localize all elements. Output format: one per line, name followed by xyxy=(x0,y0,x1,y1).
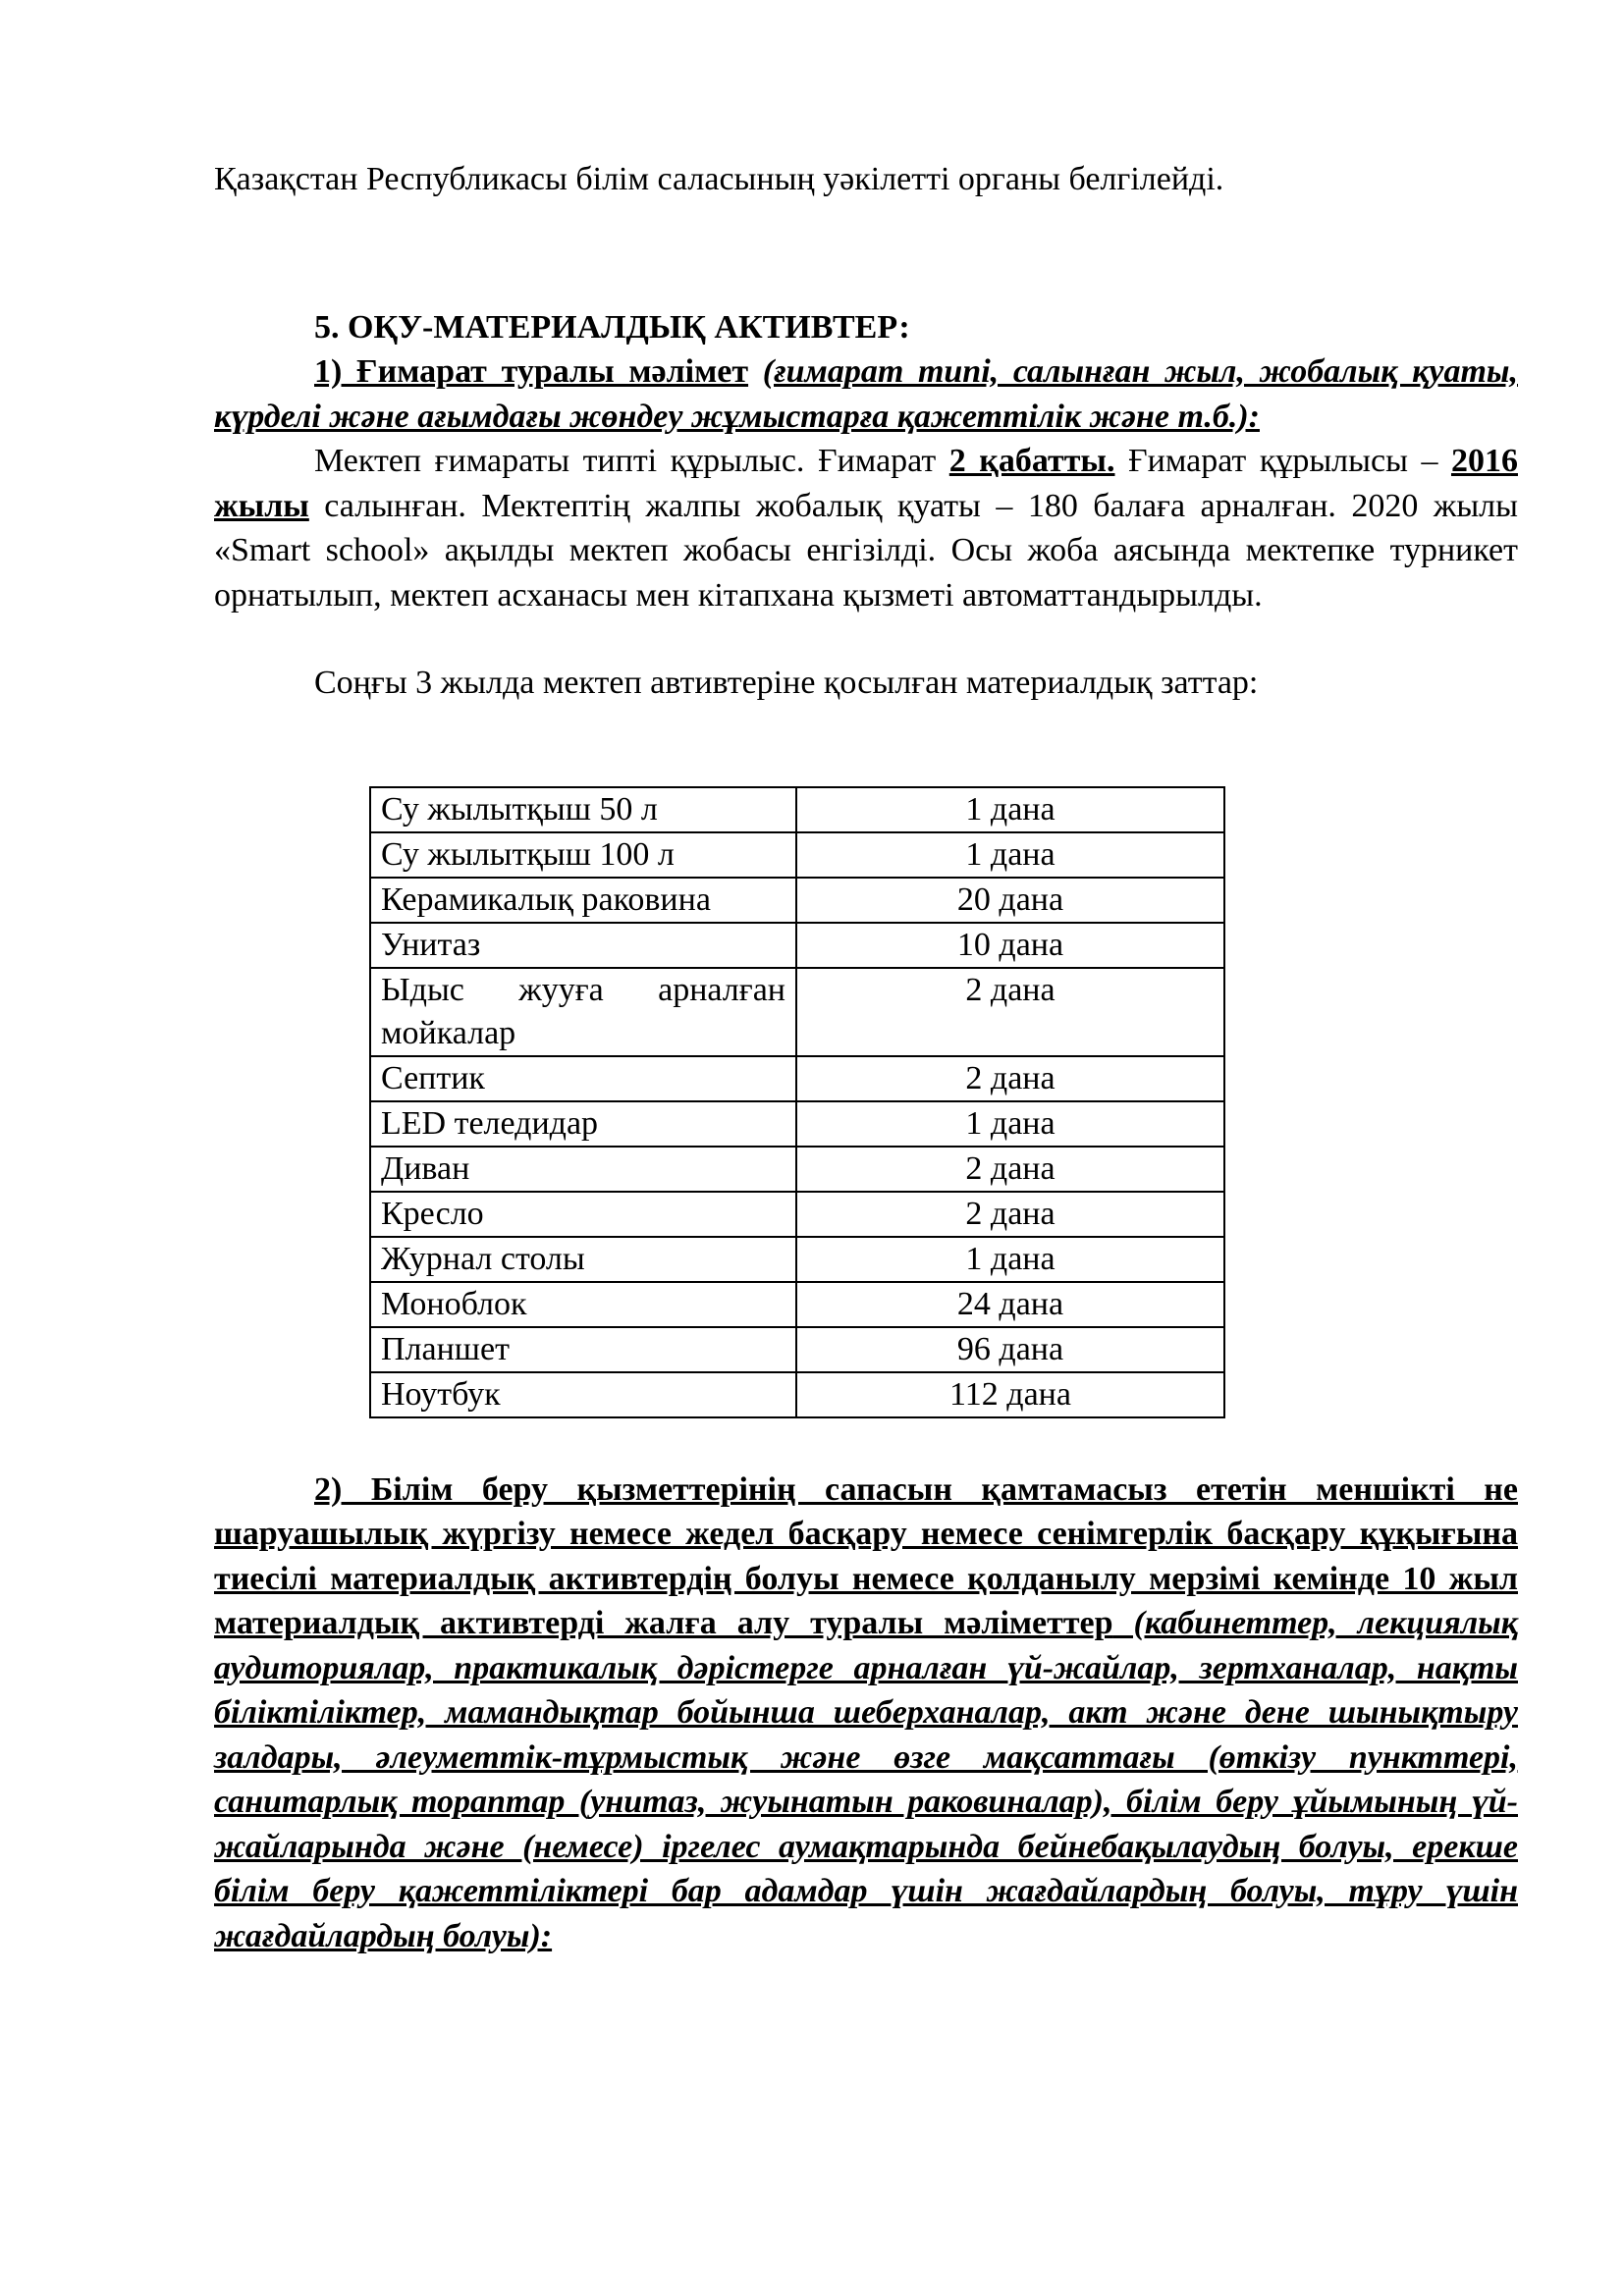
table-row xyxy=(370,1056,1224,1101)
building-text-2: Ғимарат құрылысы – xyxy=(1114,443,1451,479)
asset-name-cell: Журнал столы xyxy=(370,1237,796,1282)
asset-name-cell: Кресло xyxy=(370,1192,796,1237)
assets-intro: Соңғы 3 жылда мектеп автивтеріне қосылған материалдық заттар: xyxy=(314,665,1259,701)
subsection-2-heading xyxy=(214,1468,1518,1959)
asset-qty-cell: 1 дана xyxy=(796,1101,1224,1147)
table-row xyxy=(370,787,1224,832)
asset-name-cell: Септик xyxy=(370,1056,796,1101)
asset-name-cell: Су жылытқыш 100 л xyxy=(370,832,796,878)
asset-qty-cell: 24 дана xyxy=(796,1282,1224,1327)
table-row xyxy=(370,1101,1224,1147)
asset-qty-cell: 1 дана xyxy=(796,1237,1224,1282)
intro-line: Қазақстан Республикасы білім саласының уәкілетті органы белгілейді. xyxy=(214,161,1224,197)
table-row xyxy=(370,1192,1224,1237)
asset-qty-cell: 10 дана xyxy=(796,923,1224,968)
assets-table-body xyxy=(370,787,1224,1417)
asset-name-cell: Ноутбук xyxy=(370,1372,796,1417)
table-row xyxy=(370,923,1224,968)
building-year: 2016 жылы xyxy=(214,443,1518,524)
table-row xyxy=(370,1282,1224,1327)
assets-table xyxy=(369,786,1225,1418)
asset-name-cell: Керамикалық раковина xyxy=(370,878,796,923)
subsection-1-detail: (ғимарат типі, салынған жыл, жобалық қуаты, күрделі және ағымдағы жөндеу жұмыстарға қажеттілік және т.б.): xyxy=(214,353,1518,435)
table-row xyxy=(370,832,1224,878)
asset-qty-cell: 2 дана xyxy=(796,968,1224,1056)
table-row xyxy=(370,1237,1224,1282)
asset-name-cell: LED теледидар xyxy=(370,1101,796,1147)
asset-qty-cell: 1 дана xyxy=(796,787,1224,832)
building-paragraph xyxy=(214,439,1518,617)
table-row xyxy=(370,1372,1224,1417)
table-row xyxy=(370,1147,1224,1192)
asset-qty-cell: 1 дана xyxy=(796,832,1224,878)
asset-name-cell: Моноблок xyxy=(370,1282,796,1327)
asset-name-cell: Ыдыс жууға арналған мойкалар xyxy=(370,968,796,1056)
asset-name-cell: Диван xyxy=(370,1147,796,1192)
asset-name-cell: Су жылытқыш 50 л xyxy=(370,787,796,832)
subsection-1-label: 1) Ғимарат туралы мәлімет xyxy=(314,353,749,390)
table-row xyxy=(370,1327,1224,1372)
asset-qty-cell: 20 дана xyxy=(796,878,1224,923)
subsection-1-heading xyxy=(214,349,1518,439)
asset-name-cell: Планшет xyxy=(370,1327,796,1372)
asset-qty-cell: 2 дана xyxy=(796,1192,1224,1237)
document-page xyxy=(214,147,1518,1958)
asset-qty-cell: 2 дана xyxy=(796,1147,1224,1192)
asset-qty-cell: 112 дана xyxy=(796,1372,1224,1417)
building-floors: 2 қабатты. xyxy=(948,443,1115,479)
table-row xyxy=(370,968,1224,1056)
subsection-2-detail: (кабинеттер, лекциялық аудиториялар, практикалық дәрістерге арналған үй-жайлар, зертханалар, нақты біліктіліктер, мамандықтар бойынша шеберханалар, акт және дене шынықтыру залдары, әлеуметтік-тұрмыстық және өзге мақсаттағы (өткізу пункттері, санитарлық тораптар (унитаз, жуынатын раковиналар), білім беру ұйымының үй-жайларында және (немесе) іргелес аумақтарында бейнебақылаудың болуы, ерекше білім беру қажеттіліктері бар адамдар үшін жағдайлардың болуы, тұру үшін жағдайлардың болуы): xyxy=(214,1605,1519,1954)
asset-name-cell: Унитаз xyxy=(370,923,796,968)
table-row xyxy=(370,878,1224,923)
asset-qty-cell: 96 дана xyxy=(796,1327,1224,1372)
asset-qty-cell: 2 дана xyxy=(796,1056,1224,1101)
subsection-2-label: 2) Білім беру қызметтерінің сапасын қамтамасыз ететін меншікті не шаруашылық жүргізу немесе жедел басқару немесе сенімгерлік басқару құқығына тиесілі материалдық активтердің болуы немесе қолданылу мерзімі кемінде 10 жыл материалдық активтерді жалға алу туралы мәліметтер xyxy=(214,1470,1518,1641)
building-text-1: Мектеп ғимараты типті құрылыс. Ғимарат xyxy=(314,443,949,479)
building-text-3: салынған. Мектептің жалпы жобалық қуаты – 180 балаға арналған. 2020 жылы «Smart school» ақылды мектеп жобасы енгізілді. Осы жоба аясында мектепке турникет орнатылып, мектеп асханасы мен кітапхана қызметі автоматтандырылды. xyxy=(214,487,1518,614)
section-heading: 5. ОҚУ-МАТЕРИАЛДЫҚ АКТИВТЕР: xyxy=(314,308,910,346)
